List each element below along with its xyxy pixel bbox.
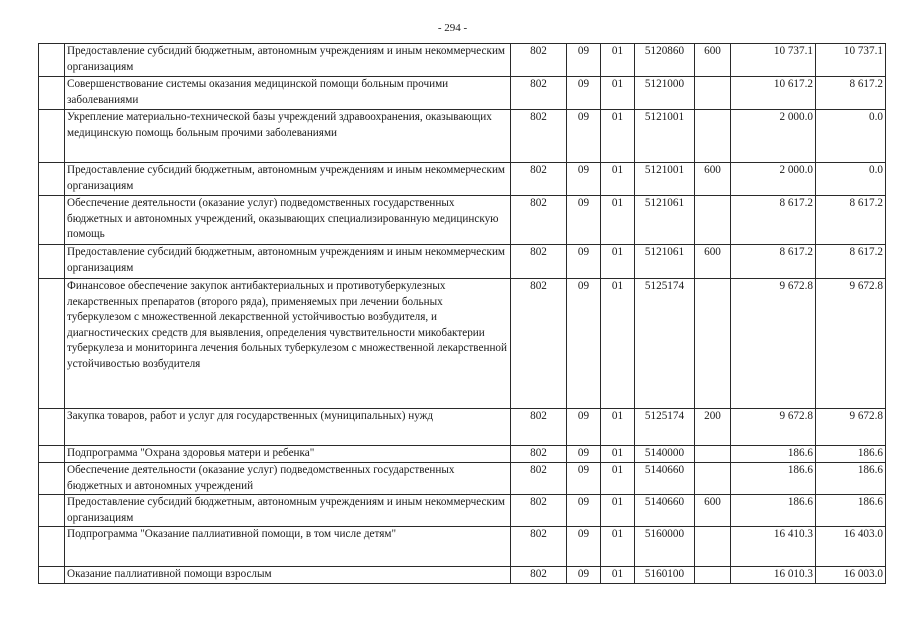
row-name: Предоставление субсидий бюджетным, автономным учреждениям и иным некоммерческим организациям: [65, 245, 511, 279]
row-vr: [695, 463, 731, 495]
row-sum2: 0.0: [816, 163, 886, 196]
row-ved: 802: [511, 527, 567, 567]
table-row: [39, 44, 886, 77]
row-sum1: 8 617.2: [731, 196, 816, 245]
row-csr: 5140660: [635, 495, 695, 527]
row-name: Совершенствование системы оказания медицинской помощи больным прочими заболеваниями: [65, 77, 511, 110]
table-row: [39, 463, 886, 495]
row-ved: 802: [511, 279, 567, 409]
row-vr: [695, 279, 731, 409]
row-rz: 09: [567, 279, 601, 409]
row-ved: 802: [511, 463, 567, 495]
row-rz: 09: [567, 495, 601, 527]
row-csr: 5125174: [635, 409, 695, 446]
row-csr: 5120860: [635, 44, 695, 77]
row-pr: 01: [601, 409, 635, 446]
table-row: [39, 495, 886, 527]
row-pr: 01: [601, 495, 635, 527]
row-number-cell: [39, 245, 65, 279]
row-csr: 5125174: [635, 279, 695, 409]
row-name: Укрепление материально-технической базы учреждений здравоохранения, оказывающих медицинскую помощь больным прочими заболеваниями: [65, 110, 511, 163]
row-number-cell: [39, 196, 65, 245]
row-name: Предоставление субсидий бюджетным, автономным учреждениям и иным некоммерческим организациям: [65, 44, 511, 77]
row-rz: 09: [567, 446, 601, 463]
row-pr: 01: [601, 446, 635, 463]
table-row: [39, 279, 886, 409]
row-vr: [695, 567, 731, 584]
row-rz: 09: [567, 196, 601, 245]
table-row: [39, 163, 886, 196]
table-row: [39, 196, 886, 245]
row-csr: 5140000: [635, 446, 695, 463]
row-pr: 01: [601, 279, 635, 409]
row-pr: 01: [601, 44, 635, 77]
row-vr: 200: [695, 409, 731, 446]
row-number-cell: [39, 409, 65, 446]
row-number-cell: [39, 463, 65, 495]
row-vr: 600: [695, 44, 731, 77]
row-sum1: 16 410.3: [731, 527, 816, 567]
row-ved: 802: [511, 495, 567, 527]
row-vr: [695, 110, 731, 163]
table-row: [39, 245, 886, 279]
row-sum1: 9 672.8: [731, 409, 816, 446]
row-csr: 5160000: [635, 527, 695, 567]
row-ved: 802: [511, 77, 567, 110]
row-sum1: 10 617.2: [731, 77, 816, 110]
row-vr: [695, 196, 731, 245]
row-ved: 802: [511, 196, 567, 245]
row-csr: 5121001: [635, 163, 695, 196]
row-pr: 01: [601, 163, 635, 196]
row-name: Обеспечение деятельности (оказание услуг) подведомственных государственных бюджетных и автономных учреждений, оказывающих специализированную медицинскую помощь: [65, 196, 511, 245]
row-pr: 01: [601, 463, 635, 495]
row-csr: 5140660: [635, 463, 695, 495]
row-rz: 09: [567, 463, 601, 495]
row-sum1: 8 617.2: [731, 245, 816, 279]
row-number-cell: [39, 77, 65, 110]
row-sum2: 9 672.8: [816, 279, 886, 409]
table-row: [39, 110, 886, 163]
row-csr: 5121061: [635, 196, 695, 245]
row-ved: 802: [511, 409, 567, 446]
budget-table: [38, 43, 886, 584]
row-pr: 01: [601, 527, 635, 567]
row-vr: [695, 446, 731, 463]
row-ved: 802: [511, 245, 567, 279]
row-pr: 01: [601, 77, 635, 110]
row-name: Оказание паллиативной помощи взрослым: [65, 567, 511, 584]
row-sum1: 186.6: [731, 495, 816, 527]
row-sum1: 186.6: [731, 446, 816, 463]
table-row: [39, 409, 886, 446]
table-row: [39, 446, 886, 463]
row-name: Подпрограмма "Охрана здоровья матери и ребенка": [65, 446, 511, 463]
table-row: [39, 567, 886, 584]
row-rz: 09: [567, 567, 601, 584]
row-sum2: 16 003.0: [816, 567, 886, 584]
row-csr: 5121061: [635, 245, 695, 279]
table-row: [39, 527, 886, 567]
row-vr: [695, 77, 731, 110]
row-vr: 600: [695, 245, 731, 279]
row-pr: 01: [601, 245, 635, 279]
row-ved: 802: [511, 446, 567, 463]
row-rz: 09: [567, 110, 601, 163]
row-rz: 09: [567, 409, 601, 446]
row-rz: 09: [567, 163, 601, 196]
row-sum2: 9 672.8: [816, 409, 886, 446]
row-number-cell: [39, 110, 65, 163]
row-sum2: 186.6: [816, 463, 886, 495]
row-number-cell: [39, 44, 65, 77]
row-rz: 09: [567, 245, 601, 279]
row-sum1: 186.6: [731, 463, 816, 495]
row-pr: 01: [601, 567, 635, 584]
row-ved: 802: [511, 110, 567, 163]
row-name: Закупка товаров, работ и услуг для государственных (муниципальных) нужд: [65, 409, 511, 446]
row-name: Подпрограмма "Оказание паллиативной помощи, в том числе детям": [65, 527, 511, 567]
row-number-cell: [39, 495, 65, 527]
page-number: - 294 -: [437, 22, 468, 34]
row-number-cell: [39, 279, 65, 409]
table-row: [39, 77, 886, 110]
row-ved: 802: [511, 567, 567, 584]
row-sum1: 2 000.0: [731, 110, 816, 163]
row-sum2: 186.6: [816, 495, 886, 527]
row-number-cell: [39, 567, 65, 584]
row-csr: 5160100: [635, 567, 695, 584]
row-rz: 09: [567, 44, 601, 77]
row-sum2: 186.6: [816, 446, 886, 463]
row-sum2: 0.0: [816, 110, 886, 163]
row-vr: 600: [695, 163, 731, 196]
row-sum2: 16 403.0: [816, 527, 886, 567]
table-body: [39, 44, 886, 584]
row-name: Предоставление субсидий бюджетным, автономным учреждениям и иным некоммерческим организациям: [65, 163, 511, 196]
row-number-cell: [39, 163, 65, 196]
row-sum1: 9 672.8: [731, 279, 816, 409]
row-sum1: 10 737.1: [731, 44, 816, 77]
row-sum1: 16 010.3: [731, 567, 816, 584]
row-sum2: 8 617.2: [816, 196, 886, 245]
row-ved: 802: [511, 163, 567, 196]
row-sum2: 8 617.2: [816, 77, 886, 110]
row-sum2: 10 737.1: [816, 44, 886, 77]
row-rz: 09: [567, 527, 601, 567]
row-vr: [695, 527, 731, 567]
row-sum1: 2 000.0: [731, 163, 816, 196]
row-rz: 09: [567, 77, 601, 110]
row-pr: 01: [601, 196, 635, 245]
row-csr: 5121001: [635, 110, 695, 163]
row-name: Обеспечение деятельности (оказание услуг) подведомственных государственных бюджетных и автономных учреждений: [65, 463, 511, 495]
row-sum2: 8 617.2: [816, 245, 886, 279]
row-vr: 600: [695, 495, 731, 527]
row-name: Финансовое обеспечение закупок антибактериальных и противотуберкулезных лекарственных препаратов (второго ряда), применяемых при лечении больных туберкулезом с множественной лекарственной устойчивостью возбудителя, и диагностических средств для выявления, определения чувствительности микобактерии туберкулеза и мониторинга лечения больных туберкулезом с множественной лекарственной устойчивостью возбудителя: [65, 279, 511, 409]
row-number-cell: [39, 527, 65, 567]
row-pr: 01: [601, 110, 635, 163]
row-name: Предоставление субсидий бюджетным, автономным учреждениям и иным некоммерческим организациям: [65, 495, 511, 527]
row-ved: 802: [511, 44, 567, 77]
row-number-cell: [39, 446, 65, 463]
row-csr: 5121000: [635, 77, 695, 110]
